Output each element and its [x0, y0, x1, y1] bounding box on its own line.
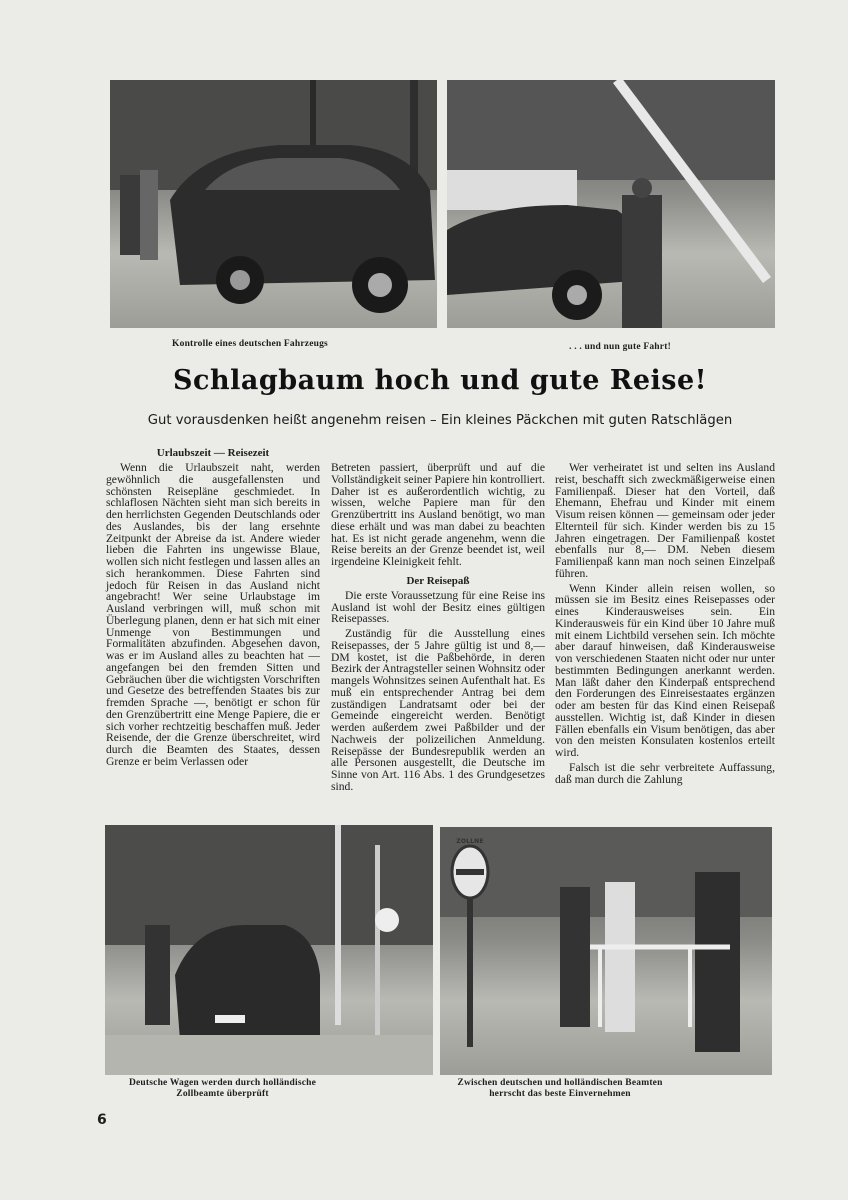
subheadline: Gut vorausdenken heißt angenehm reisen – Ein kleines Päckchen mit guten Ratschlägen	[147, 413, 733, 428]
section-title-urlaubszeit: Urlaubszeit — Reisezeit	[156, 447, 270, 459]
photo-dutch-customs-check	[105, 825, 433, 1075]
column-1	[106, 446, 320, 768]
paragraph: Wenn die Urlaubszeit naht, werden gewöhnlich die ausgefallensten und schönsten Reisepläne geschmiedet. In schlaflosen Nächten sieht man sich bereits in den herrlichsten Gegenden Deutschlands oder des Auslandes, bis der lang ersehnte Zeitpunkt der Abreise da ist. Andere wieder lieben die Fahrten ins ungewisse Blaue, wollen sich nicht festlegen und lassen alles an sich herankommen. Diese Fahrten sind jedoch für Reisen in das Ausland nicht angebracht! Wer seine Urlaubstage im Ausland verbringen will, muß schon mit Überlegung planen, denn er hat sich mit einer Unmenge von Bestimmungen und Formalitäten abzufinden. Abgesehen davon, was er im Ausland alles zu beachten hat — angefangen bei den fremden Sitten und Gebräuchen über die wichtigsten Vorschriften und Gesetze des betreffenden Staates bis zur fremden Sprache —, benötigt er schon für den Grenzübertritt eine Menge Papiere, die er sich vorher rechtzeitig beschaffen muß. Jeder Reisende, der die Grenze überschreitet, wird durch die Beamten des Staates, dessen Grenze er beim Verlassen oder	[106, 461, 320, 768]
caption-top-left: Kontrolle eines deutschen Fahrzeugs	[172, 339, 328, 349]
headline: Schlagbaum hoch und gute Reise!	[173, 365, 707, 396]
column-3	[555, 462, 775, 785]
photo-barrier-raised	[447, 80, 775, 328]
photo-officials-at-barrier	[440, 827, 772, 1075]
section-title-reisepass: Der Reisepaß	[406, 574, 470, 587]
paragraph: Wer verheiratet ist und selten ins Ausland reist, beschafft sich zweckmäßigerweise einen Familienpaß. Dieser hat den Vorteil, daß Ehemann, Ehefrau und Kinder mit einem Visum reisen können — gemeinsam oder jeder Elternteil für sich. Kinder werden bis zu 15 Jahren eingetragen. Der Familienpaß kostet ebenfalls nur 8,— DM. Neben diesem Familienpaß kann man noch seinen Einzelpaß führen.	[555, 461, 775, 580]
column-2	[331, 462, 545, 793]
caption-bottom-left: Deutsche Wagen werden durch holländische Zollbeamte überprüft	[128, 1078, 317, 1099]
paragraph: Zuständig für die Ausstellung eines Reisepasses, der 5 Jahre gültig ist und 8,— DM kostet, ist die Paßbehörde, in deren Bezirk der Antragsteller seinen Wohnsitz oder mangels Wohnsitzes seinen Aufenthalt hat. Es muß ein entsprechender Antrag bei dem zuständigen Landratsamt oder bei der Gemeinde eingereicht werden. Benötigt werden außerdem zwei Paßbilder und der Nachweis der polizeilichen Anmeldung. Reisepässe der Bundesrepublik werden an alle Personen ausgestellt, die Deutsche im Sinne von Art. 116 Abs. 1 des Grundgesetzes sind.	[331, 627, 545, 793]
caption-bottom-right: Zwischen deutschen und holländischen Beamten herrscht das beste Einvernehmen	[457, 1078, 663, 1099]
paragraph: Wenn Kinder allein reisen wollen, so müssen sie im Besitz eines Reisepasses oder eines Kinderausweises sein. Ein Kinderausweis für ein Kind über 10 Jahre muß mit einem Lichtbild versehen sein. Ich möchte aber darauf hinweisen, daß Kinderausweise von verschiedenen Staaten nicht oder nur unter bestimmten Bedingungen anerkannt werden. Man läßt daher den Kinderpaß entsprechend den Forderungen des Einreisestaates ergänzen oder am besten für das Kind einen Reisepaß ausstellen. Wichtig ist, daß Kinder in diesen Fällen ebenfalls ein Visum benötigen, das aber von den meisten Konsulaten kostenlos erteilt wird.	[555, 581, 775, 759]
photo-car-inspection	[110, 80, 437, 328]
paragraph: Falsch ist die sehr verbreitete Auffassung, daß man durch die Zahlung	[555, 760, 775, 786]
page-number: 6	[97, 1112, 107, 1128]
paragraph: Betreten passiert, überprüft und auf die Vollständigkeit seiner Papiere hin kontrolliert. Daher ist es außerordentlich wichtig, zu wissen, welche Papiere man für den Grenzübertritt ins Ausland benötigt, wo man diese erhält und was man dabei zu beachten hat. Es ist nicht gerade angenehm, wenn die Reise bereits an der Grenze beendet ist, weil irgendeine Kleinigkeit fehlt.	[331, 461, 545, 568]
paragraph: Die erste Voraussetzung für eine Reise ins Ausland ist wohl der Besitz eines gültigen Reisepasses.	[331, 588, 545, 626]
caption-top-right: . . . und nun gute Fahrt!	[569, 342, 671, 352]
customs-sign-text: ZOLLNE	[456, 838, 484, 845]
